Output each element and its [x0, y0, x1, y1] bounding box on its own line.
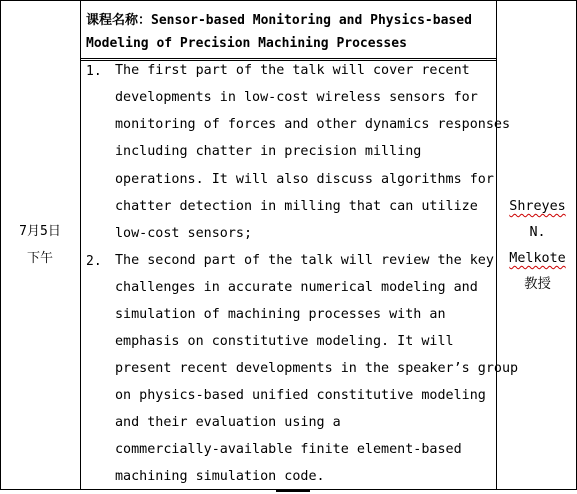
course-title-line1: 课程名称：Sensor-based Monitoring and Physics-based	[86, 13, 472, 28]
session-date-period: 下午	[26, 251, 53, 266]
column-divider-speaker	[496, 0, 497, 490]
item-2-number: 2.	[86, 254, 102, 269]
item-1-line: including chatter in precision milling	[115, 144, 422, 159]
row-divider-title	[80, 58, 497, 59]
item-1-line: low-cost sensors;	[115, 226, 253, 241]
item-2-line: and their evaluation using a	[115, 415, 341, 430]
item-2-line: challenges in accurate numerical modeling and	[115, 280, 478, 295]
speaker-name	[498, 194, 577, 298]
course-title-line2: Modeling of Precision Machining Processes	[86, 36, 407, 51]
item-2-line: on physics-based unified constitutive modeling	[115, 388, 486, 403]
item-2-line: machining simulation code.	[115, 469, 325, 484]
item-1-line: The first part of the talk will cover recent	[115, 63, 470, 78]
session-date-day: 7月5日	[19, 224, 61, 239]
speaker-title: 教授	[524, 277, 551, 292]
item-2-line: commercially-available finite element-based	[115, 442, 462, 457]
item-1-line: developments in low-cost wireless sensors for	[115, 90, 478, 105]
speaker-first-name: Shreyes	[509, 199, 566, 214]
item-1-line: monitoring of forces and other dynamics responses	[115, 117, 511, 132]
item-1-line: chatter detection in milling that can utilize	[115, 199, 478, 214]
speaker-middle-initial: N.	[529, 225, 546, 240]
table-border-top	[0, 0, 577, 1]
row-divider-title-second	[80, 60, 497, 61]
column-divider-date	[80, 0, 81, 490]
item-2-line: present recent developments in the speaker’s group	[115, 361, 519, 376]
item-1-line: operations. It will also discuss algorithms for	[115, 172, 494, 187]
item-2-line: The second part of the talk will review the key	[115, 253, 494, 268]
session-date	[0, 218, 80, 272]
item-2-line: simulation of machining processes with an	[115, 307, 446, 322]
page-footer-mark	[276, 490, 310, 492]
item-2-line: emphasis on constitutive modeling. It will	[115, 334, 454, 349]
speaker-last-name: Melkote	[509, 251, 566, 266]
item-1-number: 1.	[86, 64, 102, 79]
